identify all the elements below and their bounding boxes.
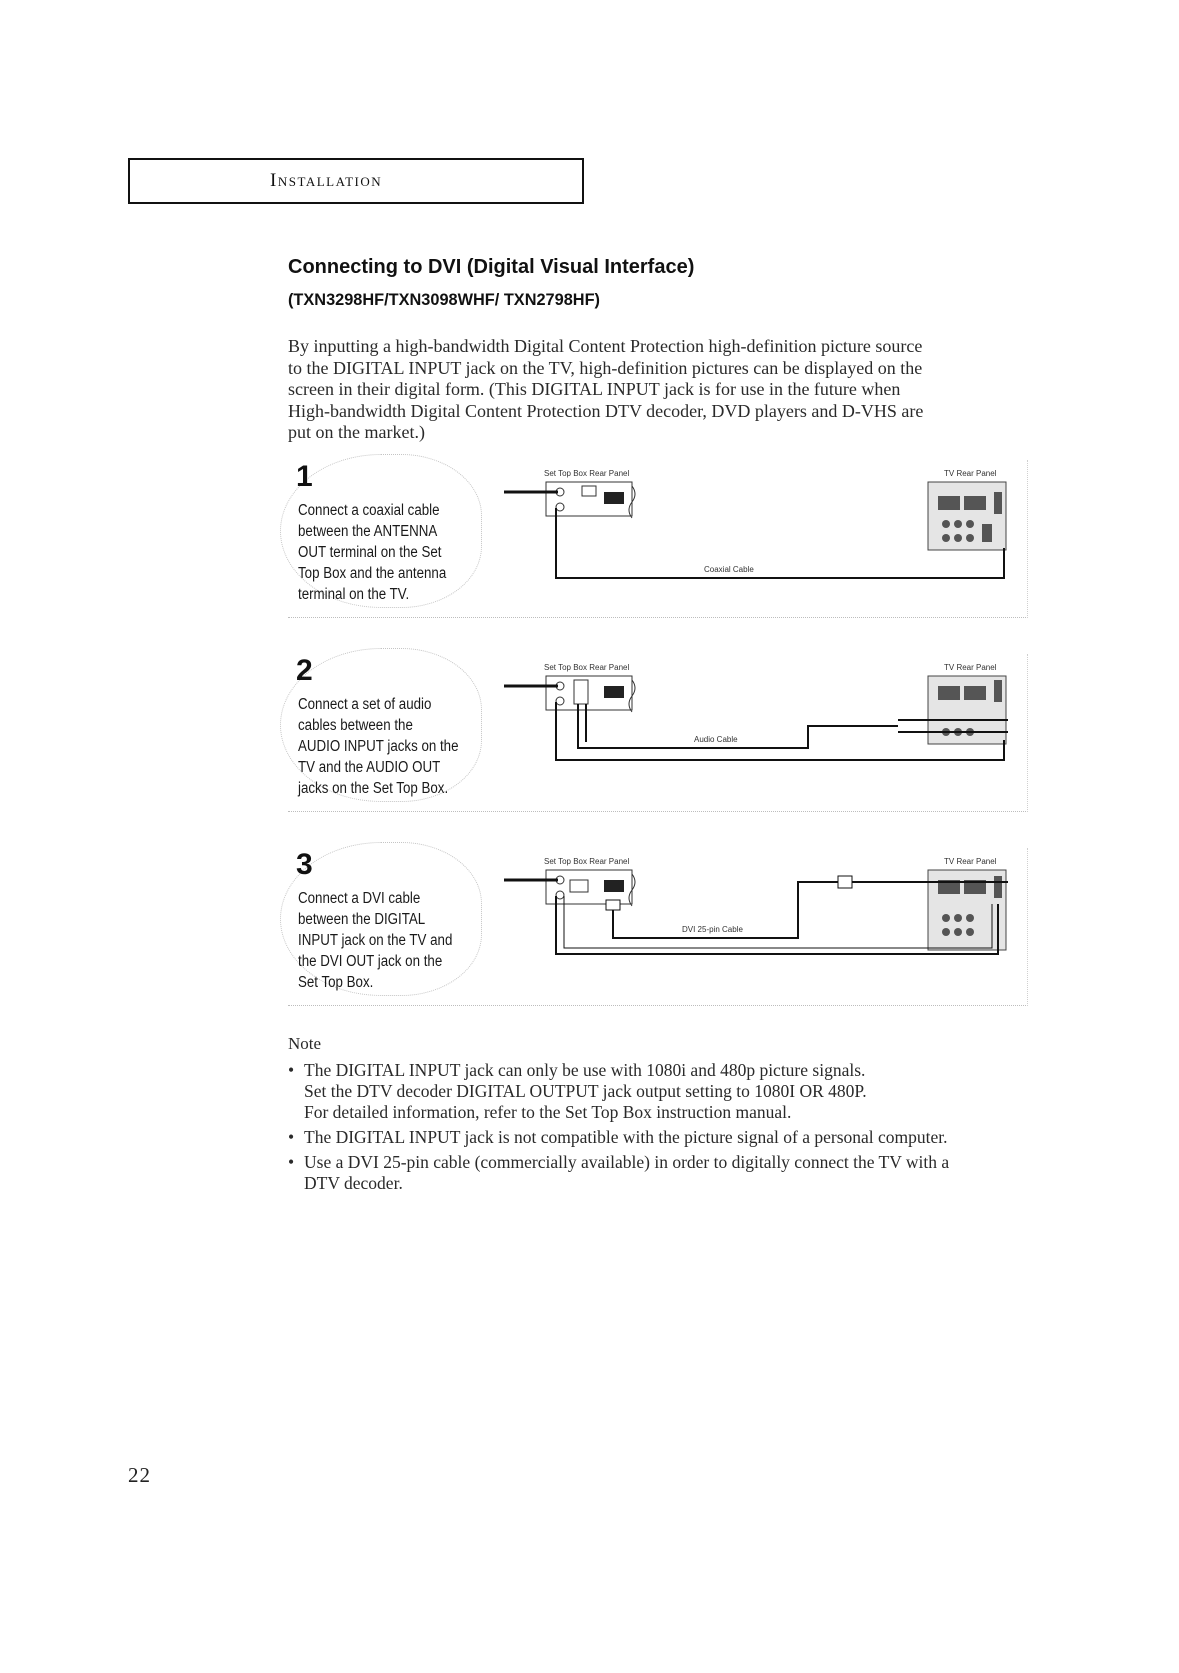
connection-diagram	[508, 844, 1028, 994]
stb-panel-label: Set Top Box Rear Panel	[544, 663, 630, 672]
stb-dvi-jack	[604, 492, 624, 504]
step-number: 1	[296, 460, 313, 493]
step-instructions: Connect a DVI cable between the DIGITAL INPUT jack on the TV and the DVI OUT jack on the Set Top Box.	[298, 890, 453, 991]
note-item: • The DIGITAL INPUT jack is not compatible with the picture signal of a personal computer.	[288, 1127, 948, 1147]
dvi-plug-stb	[606, 900, 620, 910]
cable-label: Coaxial Cable	[704, 565, 754, 574]
step-1	[288, 460, 1028, 610]
dvi-plug-tv	[838, 876, 852, 888]
step-2	[288, 654, 1028, 804]
tv-panel-label: TV Rear Panel	[944, 663, 997, 672]
cable-label: Audio Cable	[694, 735, 738, 744]
page-title: Connecting to DVI (Digital Visual Interface)	[288, 256, 695, 278]
section-header-box	[128, 158, 584, 204]
stb-panel-label: Set Top Box Rear Panel	[544, 857, 630, 866]
audio-cable	[578, 704, 898, 748]
cable-label: DVI 25-pin Cable	[682, 925, 743, 934]
step-3	[288, 848, 1028, 998]
intro-paragraph	[288, 336, 1008, 444]
connection-diagram	[508, 650, 1028, 800]
tv-panel-label: TV Rear Panel	[944, 469, 997, 478]
intro-line: By inputting a high-bandwidth Digital Content Protection high-definition picture source	[288, 336, 923, 356]
stb-dvi-out-jack	[604, 880, 624, 892]
tv-panel-label: TV Rear Panel	[944, 857, 997, 866]
page-number: 22	[128, 1463, 151, 1487]
note-item: • The DIGITAL INPUT jack can only be use with 1080i and 480p picture signals. Set the DTV decoder DIGITAL OUTPUT jack output setting to 1080I OR 480P. For detailed information, refer to the Set Top Box instruction manual.	[288, 1060, 867, 1122]
note-title: Note	[288, 1034, 322, 1053]
step-number: 3	[296, 848, 313, 881]
model-numbers: (TXN3298HF/TXN3098WHF/ TXN2798HF)	[288, 290, 600, 309]
intro-line: screen in their digital form. (This DIGITAL INPUT jack is for use in the future when	[288, 379, 901, 399]
stb-panel-label: Set Top Box Rear Panel	[544, 469, 630, 478]
note-list	[288, 1060, 1008, 1198]
step-number: 2	[296, 654, 313, 687]
connection-diagram	[508, 456, 1028, 606]
note-item: • Use a DVI 25-pin cable (commercially available) in order to digitally connect the TV with a DTV decoder.	[288, 1152, 950, 1193]
step-instructions: Connect a set of audio cables between the AUDIO INPUT jacks on the TV and the AUDIO OUT jacks on the Set Top Box.	[298, 696, 459, 797]
step-instructions: Connect a coaxial cable between the ANTENNA OUT terminal on the Set Top Box and the antenna terminal on the TV.	[298, 502, 447, 603]
intro-line: to the DIGITAL INPUT jack on the TV, high-definition pictures can be displayed on the	[288, 357, 923, 378]
intro-line: put on the market.)	[288, 422, 425, 442]
section-title: Installation	[270, 170, 383, 191]
intro-line: High-bandwidth Digital Content Protection DTV decoder, DVD players and D-VHS are	[288, 400, 924, 421]
